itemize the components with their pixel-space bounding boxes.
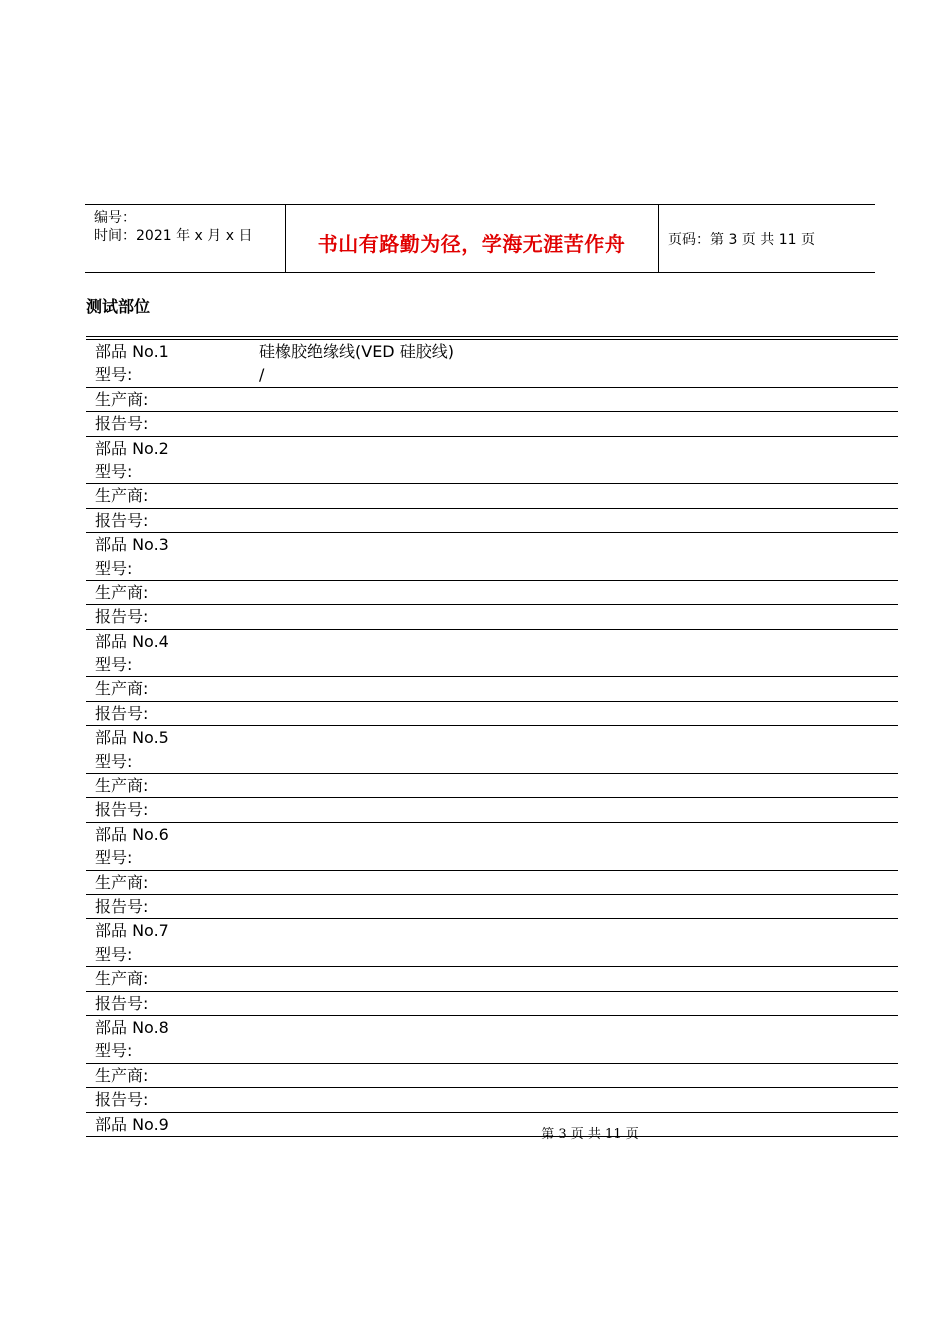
table-row-manufacturer [86, 484, 898, 508]
report-number-label: 报告号: [95, 703, 149, 723]
table-row-part-model [86, 533, 898, 581]
model-label: 型号: [95, 365, 133, 385]
table-row-part-model [86, 726, 898, 774]
part-number-label: 部品 No.3 [95, 535, 169, 555]
table-row-part-model [86, 919, 898, 967]
table-row-manufacturer [86, 967, 898, 991]
report-number-label: 报告号: [95, 993, 149, 1013]
page-header [85, 204, 875, 273]
table-row-manufacturer [86, 388, 898, 412]
report-number-label: 报告号: [95, 800, 149, 820]
table-row-report [86, 798, 898, 822]
table-row-report [86, 1088, 898, 1112]
manufacturer-label: 生产商: [95, 872, 149, 892]
report-number-label: 报告号: [95, 1090, 149, 1110]
document-number-label: 编号： [94, 210, 136, 226]
table-row-part-model [86, 437, 898, 485]
table-row-manufacturer [86, 871, 898, 895]
manufacturer-label: 生产商: [95, 486, 149, 506]
table-row-manufacturer [86, 1064, 898, 1088]
part-number-label: 部品 No.9 [95, 1114, 169, 1134]
model-label: 型号: [95, 1041, 133, 1061]
table-row-part-model [86, 630, 898, 678]
table-row-report [86, 509, 898, 533]
part-number-label: 部品 No.5 [95, 728, 169, 748]
part-number-label: 部品 No.6 [95, 824, 169, 844]
part-number-label: 部品 No.4 [95, 631, 169, 651]
table-row-part-model [86, 1016, 898, 1064]
manufacturer-label: 生产商: [95, 582, 149, 602]
model-label: 型号: [95, 751, 133, 771]
model-label: 型号: [95, 655, 133, 675]
manufacturer-label: 生产商: [95, 679, 149, 699]
model-label: 型号: [95, 848, 133, 868]
header-info-cell [85, 205, 286, 272]
table-row-report [86, 895, 898, 919]
part-number-label: 部品 No.8 [95, 1017, 169, 1037]
report-number-label: 报告号: [95, 414, 149, 434]
part-name-value: 硅橡胶绝缘线(VED 硅胶线) [259, 342, 454, 361]
table-row-manufacturer [86, 774, 898, 798]
header-motto-cell [285, 205, 659, 272]
manufacturer-label: 生产商: [95, 1065, 149, 1085]
report-number-label: 报告号: [95, 510, 149, 530]
table-row-part-model [86, 823, 898, 871]
part-number-label: 部品 No.7 [95, 921, 169, 941]
table-row-part-model [86, 340, 898, 388]
table-row-report [86, 412, 898, 436]
table-row-manufacturer [86, 581, 898, 605]
header-page-number: 页码：第 3 页 共 11 页 [668, 232, 815, 248]
document-date-label: 时间：2021 年 x 月 x 日 [94, 228, 253, 244]
part-number-label: 部品 No.1 [95, 342, 169, 361]
report-number-label: 报告号: [95, 896, 149, 916]
manufacturer-label: 生产商: [95, 969, 149, 989]
parts-table [86, 336, 898, 1137]
table-row-report [86, 605, 898, 629]
model-value: / [259, 365, 265, 385]
header-motto: 书山有路勤为径，学海无涯苦作舟 [317, 232, 626, 256]
manufacturer-label: 生产商: [95, 776, 149, 796]
section-title: 测试部位 [86, 297, 151, 316]
page-footer: 第 3 页 共 11 页 [541, 1127, 639, 1142]
manufacturer-label: 生产商: [95, 389, 149, 409]
table-row-report [86, 992, 898, 1016]
part-number-label: 部品 No.2 [95, 438, 169, 458]
model-label: 型号: [95, 558, 133, 578]
model-label: 型号: [95, 461, 133, 481]
table-row-report [86, 702, 898, 726]
table-row-manufacturer [86, 677, 898, 701]
report-number-label: 报告号: [95, 607, 149, 627]
model-label: 型号: [95, 944, 133, 964]
header-page-cell [659, 205, 875, 272]
